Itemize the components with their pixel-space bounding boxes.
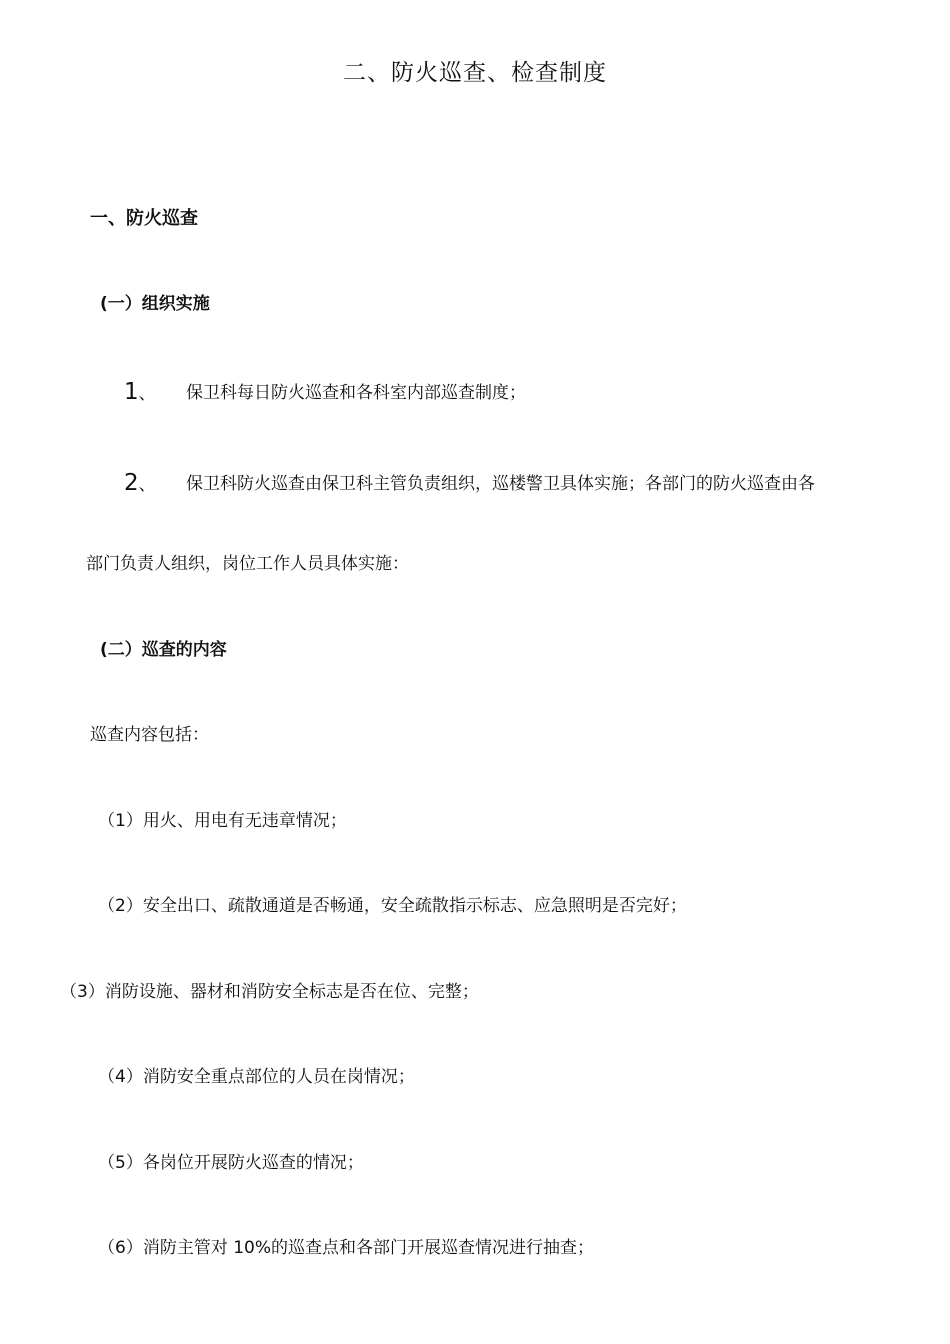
content-item-3: （3）消防设施、器材和消防安全标志是否在位、完整；	[60, 982, 479, 1002]
document-title: 二、防火巡查、检查制度	[343, 60, 607, 86]
content-item-5: （5）各岗位开展防火巡查的情况；	[98, 1153, 364, 1173]
list-number-separator: 、	[138, 475, 156, 495]
list-item-2-text-line1: 保卫科防火巡查由保卫科主管负责组织，巡楼警卫具体实施；各部门的防火巡查由各	[186, 474, 815, 494]
list-number-2	[124, 472, 156, 495]
subsection-heading-organization: (一）组织实施	[100, 294, 210, 314]
list-item-2-text-line2: 部门负责人组织，岗位工作人员具体实施：	[86, 554, 409, 574]
list-number-1	[124, 381, 156, 404]
content-item-4: （4）消防安全重点部位的人员在岗情况；	[98, 1067, 415, 1087]
content-item-2: （2）安全出口、疏散通道是否畅通，安全疏散指示标志、应急照明是否完好；	[98, 896, 687, 916]
list-number: 2	[124, 470, 139, 496]
subsection-heading-patrol-content: (二）巡查的内容	[100, 640, 227, 660]
section-heading-fire-patrol: 一、防火巡查	[90, 208, 198, 229]
content-intro: 巡查内容包括：	[90, 725, 209, 745]
list-item-1-text: 保卫科每日防火巡查和各科室内部巡查制度；	[186, 383, 526, 403]
list-number: 1	[124, 379, 139, 405]
content-item-6: （6）消防主管对 10%的巡查点和各部门开展巡查情况进行抽查；	[98, 1238, 595, 1258]
list-number-separator: 、	[138, 384, 156, 404]
content-item-1: （1）用火、用电有无违章情况；	[98, 811, 347, 831]
